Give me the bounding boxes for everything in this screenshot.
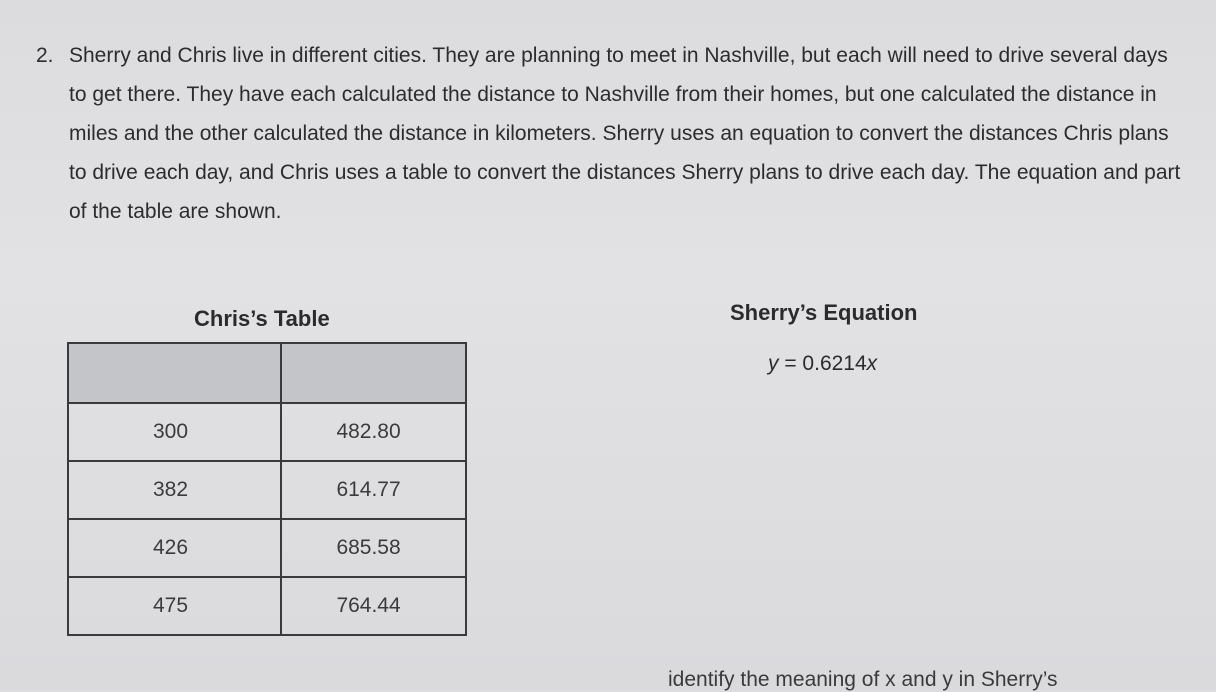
table-cell-kilometers: 482.80	[281, 403, 466, 461]
table-cell-miles: 475	[68, 577, 281, 635]
problem-text: Sherry and Chris live in different cities. They are planning to meet in Nashville, but each will need to drive several days to get there. They have each calculated the distance to Nashville from their homes, but one calculated the distance in miles and the other calculated the distance in kilometers. Sherry uses an equation to convert the distances Chris plans to drive each day, and Chris uses a table to convert the distances Sherry plans to drive each day. The equation and part of the table are shown.	[69, 44, 1181, 223]
sherry-equation	[768, 352, 877, 376]
problem-2	[36, 36, 1186, 231]
cutoff-next-question-text: identify the meaning of x and y in Sherry’s	[668, 668, 1058, 691]
table-cell-kilometers: 614.77	[281, 461, 466, 519]
table-cell-miles: 382	[68, 461, 281, 519]
table-row	[68, 577, 466, 635]
table-cell-kilometers: 685.58	[281, 519, 466, 577]
equation-y-variable: y	[768, 352, 779, 375]
problem-number: 2.	[36, 44, 54, 67]
equation-coefficient: = 0.6214	[778, 352, 867, 375]
table-cell-miles: 300	[68, 403, 281, 461]
table-cell-miles: 426	[68, 519, 281, 577]
table-row	[68, 403, 466, 461]
table-row	[68, 461, 466, 519]
chris-table-title: Chris’s Table	[194, 306, 330, 331]
table-header-cell	[68, 343, 281, 403]
table-header-cell	[281, 343, 466, 403]
table-row	[68, 519, 466, 577]
table-cell-kilometers: 764.44	[281, 577, 466, 635]
chris-conversion-table	[67, 342, 467, 636]
equation-x-variable: x	[866, 352, 878, 375]
sherry-equation-title: Sherry’s Equation	[730, 300, 918, 325]
table-header-row	[68, 343, 466, 403]
